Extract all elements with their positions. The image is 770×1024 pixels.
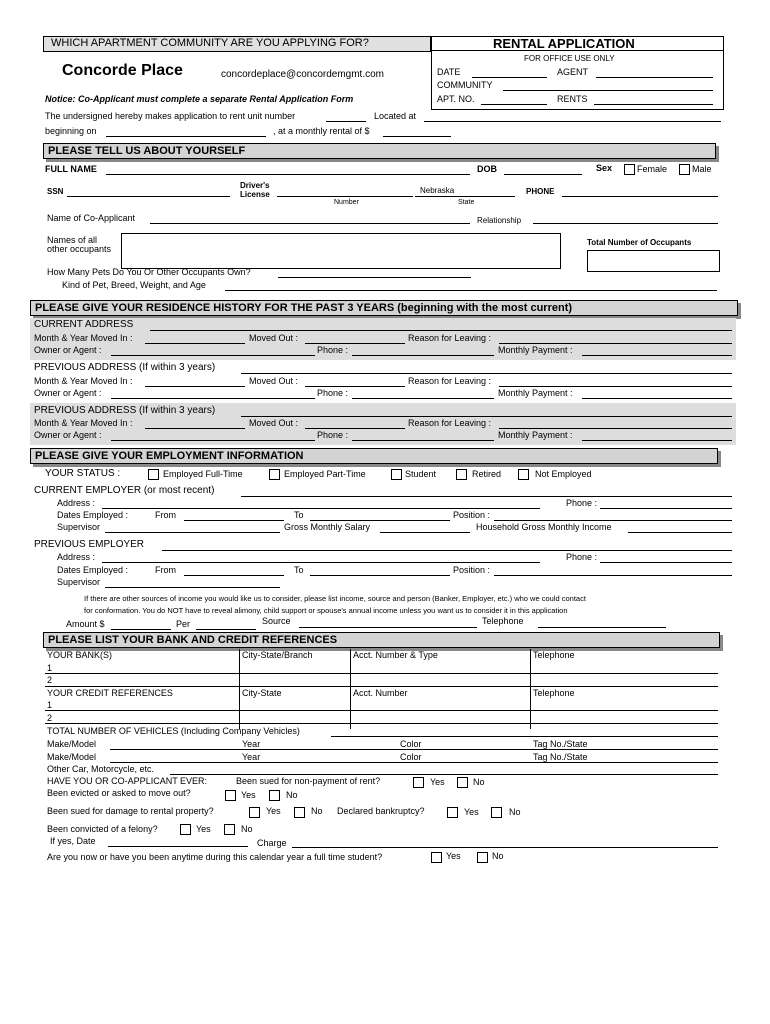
- office-use-label: FOR OFFICE USE ONLY: [524, 54, 615, 63]
- vehicle-1-tag-label: Tag No./State: [533, 739, 588, 749]
- vehicle-2-make-field[interactable]: [110, 762, 718, 763]
- vehicle-1-make-label: Make/Model: [47, 739, 97, 749]
- vehicle-1-color-label: Color: [400, 739, 422, 749]
- student-yes-checkbox[interactable]: [431, 852, 442, 863]
- vehicles-total-label: TOTAL NUMBER OF VEHICLES (Including Company Vehicles): [47, 726, 300, 736]
- prev2-moved-out-label: Moved Out :: [249, 418, 299, 428]
- current-phone-field[interactable]: [352, 355, 494, 356]
- employment-header: PLEASE GIVE YOUR EMPLOYMENT INFORMATION: [30, 448, 718, 464]
- prev1-owner-field[interactable]: [111, 398, 315, 399]
- banks-label: YOUR BANK(S): [47, 650, 113, 660]
- license-label: License: [240, 190, 270, 199]
- license-number-caption: Number: [334, 199, 359, 206]
- ssn-field[interactable]: [67, 196, 230, 197]
- prev-emp-from-label: From: [155, 565, 176, 575]
- prev1-reason-label: Reason for Leaving :: [408, 376, 492, 386]
- current-employer-field[interactable]: [241, 496, 732, 497]
- evicted-yes-checkbox[interactable]: [225, 790, 236, 801]
- prev2-moved-out-field[interactable]: [305, 428, 405, 429]
- amount-field[interactable]: [111, 629, 171, 630]
- beginning-field[interactable]: [106, 136, 266, 137]
- current-address-label: CURRENT ADDRESS: [34, 319, 134, 330]
- status-retired-checkbox[interactable]: [456, 469, 467, 480]
- damage-yes-label: Yes: [266, 806, 281, 816]
- license-number-field[interactable]: [277, 196, 413, 197]
- prev1-owner-label: Owner or Agent :: [34, 388, 102, 398]
- sued-rent-yes-checkbox[interactable]: [413, 777, 424, 788]
- coapplicant-notice: Notice: Co-Applicant must complete a separate Rental Application Form: [45, 94, 354, 104]
- prev2-moved-in-label: Month & Year Moved In :: [34, 418, 133, 428]
- coapplicant-field[interactable]: [150, 223, 470, 224]
- cur-emp-supervisor-field[interactable]: [105, 532, 280, 533]
- household-income-label: Household Gross Monthly Income: [476, 522, 612, 532]
- vehicle-1-year-label: Year: [242, 739, 261, 749]
- sued-rent-no-checkbox[interactable]: [457, 777, 468, 788]
- source-label: Source: [262, 616, 291, 626]
- damage-label: Been sued for damage to rental property?: [47, 806, 214, 816]
- prev2-payment-label: Monthly Payment :: [498, 430, 573, 440]
- prev-emp-dates-label: Dates Employed :: [57, 565, 129, 575]
- office-agent-label: AGENT: [557, 67, 589, 77]
- status-retired-label: Retired: [472, 469, 502, 479]
- female-label: Female: [637, 164, 668, 174]
- prev1-payment-field[interactable]: [582, 398, 732, 399]
- prev2-phone-label: Phone :: [317, 430, 349, 440]
- pet-kind-label: Kind of Pet, Breed, Weight, and Age: [62, 280, 206, 290]
- credit-row-1[interactable]: [45, 710, 718, 711]
- bank-telephone-label: Telephone: [533, 650, 575, 660]
- vehicle-2-year-label: Year: [242, 752, 261, 762]
- status-parttime-checkbox[interactable]: [269, 469, 280, 480]
- form-title: RENTAL APPLICATION: [493, 36, 635, 51]
- bank-acct-label: Acct. Number & Type: [353, 650, 438, 660]
- income-telephone-label: Telephone: [482, 616, 524, 626]
- dob-label: DOB: [477, 164, 497, 174]
- female-checkbox[interactable]: [624, 164, 635, 175]
- credit-city-label: City-State: [242, 688, 282, 698]
- cur-emp-phone-label: Phone :: [566, 498, 598, 508]
- bank-col-divider-2: [350, 649, 351, 729]
- cur-emp-position-label: Position :: [453, 510, 491, 520]
- current-payment-field[interactable]: [582, 355, 732, 356]
- prev2-reason-field[interactable]: [499, 428, 732, 429]
- title-rule: [431, 50, 723, 51]
- per-field[interactable]: [196, 629, 256, 630]
- other-income-note-2: for conformation. You do NOT have to reveal alimony, child support or spouse's annual income unless you want us to consider it in this application: [84, 606, 568, 615]
- previous-address-1-field[interactable]: [241, 373, 732, 374]
- sued-rent-label: Been sued for non-payment of rent?: [236, 776, 381, 786]
- total-occupants-box[interactable]: [587, 250, 720, 272]
- prev-emp-to-label: To: [294, 565, 304, 575]
- felony-label: Been convicted of a felony?: [47, 824, 158, 834]
- prev2-payment-field[interactable]: [582, 440, 732, 441]
- gross-salary-field[interactable]: [380, 532, 470, 533]
- have-you-label: HAVE YOU OR CO-APPLICANT EVER:: [47, 776, 208, 786]
- felony-charge-field[interactable]: [292, 847, 718, 848]
- felony-no-checkbox[interactable]: [224, 824, 235, 835]
- previous-address-2-label: PREVIOUS ADDRESS (If within 3 years): [34, 405, 216, 416]
- vehicle-1-make-field[interactable]: [110, 749, 718, 750]
- prev1-moved-in-label: Month & Year Moved In :: [34, 376, 133, 386]
- current-owner-label: Owner or Agent :: [34, 345, 102, 355]
- cur-emp-to-field[interactable]: [310, 520, 450, 521]
- vehicles-total-field[interactable]: [331, 736, 718, 737]
- prev2-phone-field[interactable]: [352, 440, 494, 441]
- located-field[interactable]: [424, 121, 721, 122]
- credit-row-2[interactable]: [45, 723, 718, 724]
- current-reason-field[interactable]: [499, 343, 732, 344]
- prev-emp-supervisor-field[interactable]: [105, 587, 280, 588]
- sued-rent-no-label: No: [473, 777, 485, 787]
- current-payment-label: Monthly Payment :: [498, 345, 573, 355]
- office-apt-field[interactable]: [481, 104, 547, 105]
- sex-label: Sex: [596, 163, 613, 173]
- cur-emp-phone-field[interactable]: [600, 508, 732, 509]
- prev1-phone-label: Phone :: [317, 388, 349, 398]
- prev-emp-address-field[interactable]: [102, 562, 540, 563]
- felony-yes-label: Yes: [196, 824, 211, 834]
- relationship-field[interactable]: [533, 223, 718, 224]
- gross-salary-label: Gross Monthly Salary: [284, 522, 371, 532]
- relationship-label: Relationship: [477, 216, 522, 225]
- previous-employer-label: PREVIOUS EMPLOYER: [34, 539, 145, 550]
- dob-field[interactable]: [504, 174, 582, 175]
- previous-employer-field[interactable]: [162, 550, 732, 551]
- male-checkbox[interactable]: [679, 164, 690, 175]
- income-telephone-field[interactable]: [538, 627, 666, 628]
- occupants-names-box[interactable]: [121, 233, 561, 269]
- prev-emp-position-label: Position :: [453, 565, 491, 575]
- cur-emp-supervisor-label: Supervisor: [57, 522, 101, 532]
- drivers-label: Driver's: [240, 181, 270, 190]
- bankruptcy-yes-checkbox[interactable]: [447, 807, 458, 818]
- names-all-label: Names of all: [47, 235, 98, 245]
- cur-emp-dates-label: Dates Employed :: [57, 510, 129, 520]
- bank-row-1-number: 1: [47, 663, 53, 673]
- located-label: Located at: [374, 111, 417, 121]
- current-address-block: [30, 318, 736, 360]
- felony-no-label: No: [241, 824, 253, 834]
- student-no-label: No: [492, 851, 504, 861]
- credit-row-1-number: 1: [47, 700, 53, 710]
- full-name-label: FULL NAME: [45, 164, 97, 174]
- prev1-moved-in-field[interactable]: [145, 386, 245, 387]
- bankruptcy-label: Declared bankruptcy?: [337, 806, 425, 816]
- office-community-field[interactable]: [503, 90, 713, 91]
- license-state-field[interactable]: [415, 196, 515, 197]
- prev-emp-phone-field[interactable]: [600, 562, 732, 563]
- bank-row-2-number: 2: [47, 675, 53, 685]
- prev2-reason-label: Reason for Leaving :: [408, 418, 492, 428]
- current-moved-in-label: Month & Year Moved In :: [34, 333, 133, 343]
- current-address-field[interactable]: [150, 330, 732, 331]
- status-label: YOUR STATUS :: [45, 468, 121, 479]
- felony-charge-label: Charge: [257, 838, 287, 848]
- previous-address-1-label: PREVIOUS ADDRESS (If within 3 years): [34, 362, 216, 373]
- current-employer-label: CURRENT EMPLOYER (or most recent): [34, 485, 215, 496]
- bank-city-label: City-State/Branch: [242, 650, 313, 660]
- credit-row-2-number: 2: [47, 713, 53, 723]
- evicted-no-checkbox[interactable]: [269, 790, 280, 801]
- pets-field[interactable]: [278, 277, 471, 278]
- bank-col-divider-1: [239, 649, 240, 729]
- prev1-moved-out-field[interactable]: [305, 386, 405, 387]
- full-name-field[interactable]: [106, 174, 470, 175]
- coapplicant-label: Name of Co-Applicant: [47, 213, 136, 223]
- felony-date-field[interactable]: [108, 846, 248, 847]
- damage-no-label: No: [311, 806, 323, 816]
- office-community-label: COMMUNITY: [437, 80, 493, 90]
- status-fulltime-label: Employed Full-Time: [163, 469, 243, 479]
- current-phone-label: Phone :: [317, 345, 349, 355]
- status-notemployed-label: Not Employed: [535, 469, 592, 479]
- monthly-rental-field[interactable]: [383, 136, 451, 137]
- about-header: PLEASE TELL US ABOUT YOURSELF: [43, 143, 716, 159]
- prev-emp-address-label: Address :: [57, 552, 96, 562]
- prev-emp-position-field[interactable]: [494, 575, 732, 576]
- status-notemployed-checkbox[interactable]: [518, 469, 529, 480]
- prev2-owner-label: Owner or Agent :: [34, 430, 102, 440]
- office-date-label: DATE: [437, 67, 461, 77]
- license-state-caption: State: [458, 199, 475, 206]
- prev2-moved-in-field[interactable]: [145, 428, 245, 429]
- office-apt-label: APT. NO.: [437, 94, 475, 104]
- cur-emp-to-label: To: [294, 510, 304, 520]
- prev1-payment-label: Monthly Payment :: [498, 388, 573, 398]
- other-income-note-1: If there are other sources of income you would like us to consider, please list income, source and person (Banker, Employer, etc.) who we could contact: [84, 594, 586, 603]
- prev1-reason-field[interactable]: [499, 386, 732, 387]
- intro-unit-label: The undersigned hereby makes application to rent unit number: [45, 111, 296, 121]
- evicted-label: Been evicted or asked to move out?: [47, 788, 191, 798]
- bank-row-1[interactable]: [45, 673, 718, 674]
- status-student-checkbox[interactable]: [391, 469, 402, 480]
- per-label: Per: [176, 619, 191, 629]
- bank-row-2[interactable]: [45, 686, 718, 687]
- credit-telephone-label: Telephone: [533, 688, 575, 698]
- phone-field[interactable]: [562, 196, 718, 197]
- status-fulltime-checkbox[interactable]: [148, 469, 159, 480]
- credit-label: YOUR CREDIT REFERENCES: [47, 688, 173, 698]
- bankruptcy-no-checkbox[interactable]: [491, 807, 502, 818]
- credit-acct-label: Acct. Number: [353, 688, 408, 698]
- prev-emp-from-field[interactable]: [184, 575, 284, 576]
- cur-emp-address-label: Address :: [57, 498, 96, 508]
- unit-number-field[interactable]: [326, 121, 366, 122]
- current-moved-in-field[interactable]: [145, 343, 245, 344]
- student-no-checkbox[interactable]: [477, 852, 488, 863]
- status-student-label: Student: [405, 469, 437, 479]
- status-parttime-label: Employed Part-Time: [284, 469, 366, 479]
- cur-emp-address-field[interactable]: [102, 508, 540, 509]
- felony-yes-checkbox[interactable]: [180, 824, 191, 835]
- prev-emp-to-field[interactable]: [310, 575, 450, 576]
- student-yes-label: Yes: [446, 851, 461, 861]
- prev-emp-supervisor-label: Supervisor: [57, 577, 101, 587]
- evicted-no-label: No: [286, 790, 298, 800]
- cur-emp-from-field[interactable]: [184, 520, 284, 521]
- community-name: Concorde Place: [62, 62, 183, 79]
- pets-label: How Many Pets Do You Or Other Occupants Own?: [47, 267, 251, 277]
- amount-label: Amount $: [66, 619, 105, 629]
- bankruptcy-no-label: No: [509, 807, 521, 817]
- current-owner-field[interactable]: [111, 355, 315, 356]
- residence-header: PLEASE GIVE YOUR RESIDENCE HISTORY FOR THE PAST 3 YEARS (beginning with the most current): [30, 300, 738, 316]
- ssn-label: SSN: [47, 187, 64, 196]
- prev2-owner-field[interactable]: [111, 440, 315, 441]
- vehicle-2-make-label: Make/Model: [47, 752, 97, 762]
- damage-yes-checkbox[interactable]: [249, 807, 260, 818]
- source-field[interactable]: [299, 627, 477, 628]
- pet-kind-field[interactable]: [225, 290, 717, 291]
- prev1-phone-field[interactable]: [352, 398, 494, 399]
- current-reason-label: Reason for Leaving :: [408, 333, 492, 343]
- bank-col-divider-3: [530, 649, 531, 729]
- cur-emp-from-label: From: [155, 510, 176, 520]
- prev1-moved-out-label: Moved Out :: [249, 376, 299, 386]
- sued-rent-yes-label: Yes: [430, 777, 445, 787]
- student-label: Are you now or have you been anytime during this calendar year a full time student?: [47, 852, 383, 862]
- office-rents-field[interactable]: [594, 104, 713, 105]
- current-moved-out-label: Moved Out :: [249, 333, 299, 343]
- community-email: concordeplace@concordemgmt.com: [221, 69, 385, 80]
- other-vehicle-field[interactable]: [170, 774, 718, 775]
- previous-address-2-field[interactable]: [241, 416, 732, 417]
- vehicle-2-tag-label: Tag No./State: [533, 752, 588, 762]
- other-vehicle-label: Other Car, Motorcycle, etc.: [47, 764, 155, 774]
- office-agent-field[interactable]: [596, 77, 713, 78]
- phone-label: PHONE: [526, 187, 555, 196]
- evicted-yes-label: Yes: [241, 790, 256, 800]
- other-occupants-label: other occupants: [47, 244, 112, 254]
- total-occupants-label: Total Number of Occupants: [587, 238, 692, 247]
- cur-emp-position-field[interactable]: [494, 520, 732, 521]
- current-moved-out-field[interactable]: [305, 343, 405, 344]
- monthly-rental-label: , at a monthly rental of $: [273, 126, 370, 136]
- office-date-field[interactable]: [472, 77, 547, 78]
- male-label: Male: [692, 164, 712, 174]
- vehicle-2-color-label: Color: [400, 752, 422, 762]
- prev-emp-phone-label: Phone :: [566, 552, 598, 562]
- license-state-value: Nebraska: [420, 186, 455, 195]
- bank-header: PLEASE LIST YOUR BANK AND CREDIT REFERENCES: [43, 632, 720, 648]
- bankruptcy-yes-label: Yes: [464, 807, 479, 817]
- community-question: WHICH APARTMENT COMMUNITY ARE YOU APPLYING FOR?: [51, 37, 369, 49]
- household-income-field[interactable]: [628, 532, 732, 533]
- beginning-label: beginning on: [45, 126, 97, 136]
- damage-no-checkbox[interactable]: [294, 807, 305, 818]
- felony-date-label: If yes, Date: [50, 836, 96, 846]
- office-rents-label: RENTS: [557, 94, 588, 104]
